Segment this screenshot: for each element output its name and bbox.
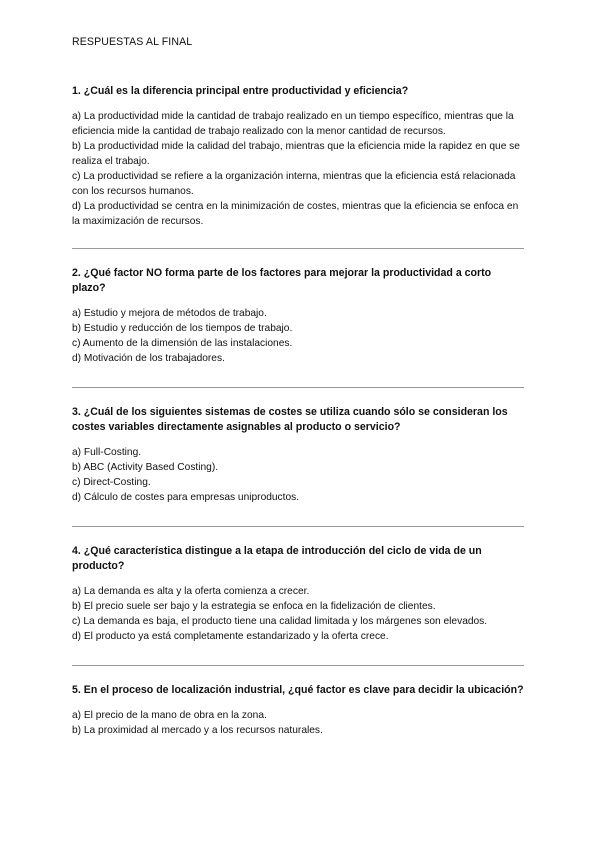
- option-d: d) Cálculo de costes para empresas uniproductos.: [72, 492, 300, 503]
- option-a: a) Estudio y mejora de métodos de trabajo.: [72, 308, 267, 319]
- separator-line: [72, 665, 524, 666]
- question-4: [72, 544, 527, 644]
- option-b: b) Estudio y reducción de los tiempos de trabajo.: [72, 323, 293, 334]
- option-a: a) La demanda es alta y la oferta comienza a crecer.: [72, 586, 310, 597]
- question-title: 1. ¿Cuál es la diferencia principal entre productividad y eficiencia?: [72, 85, 409, 97]
- question-title: 5. En el proceso de localización industrial, ¿qué factor es clave para decidir la ubicación?: [72, 684, 524, 696]
- question-3: [72, 405, 527, 505]
- option-d: d) Motivación de los trabajadores.: [72, 353, 225, 364]
- question-2: [72, 266, 527, 366]
- option-b: b) La proximidad al mercado y a los recursos naturales.: [72, 725, 323, 736]
- separator-line: [72, 387, 524, 388]
- option-d: d) La productividad se centra en la minimización de costes, mientras que la eficiencia se enfoca en la maximización de recursos.: [72, 201, 519, 227]
- question-5: [72, 683, 527, 738]
- question-title: 3. ¿Cuál de los siguientes sistemas de costes se utiliza cuando sólo se consideran los costes variables directamente asignables al producto o servicio?: [72, 406, 508, 433]
- option-c: c) Direct-Costing.: [72, 477, 151, 488]
- separator-line: [72, 526, 524, 527]
- question-1: [72, 84, 527, 229]
- question-title: 4. ¿Qué característica distingue a la etapa de introducción del ciclo de vida de un producto?: [72, 545, 482, 572]
- option-b: b) La productividad mide la calidad del trabajo, mientras que la eficiencia mide la rapidez en que se realiza el trabajo.: [72, 141, 520, 167]
- question-title: 2. ¿Qué factor NO forma parte de los factores para mejorar la productividad a corto plazo?: [72, 267, 492, 294]
- document-header: RESPUESTAS AL FINAL: [72, 36, 193, 48]
- option-a: a) El precio de la mano de obra en la zona.: [72, 710, 267, 721]
- option-a: a) Full-Costing.: [72, 447, 142, 458]
- separator-line: [72, 248, 524, 249]
- option-a: a) La productividad mide la cantidad de trabajo realizado en un tiempo específico, mientras que la eficiencia mide la cantidad de trabajo realizado con la menor cantidad de recursos.: [72, 111, 514, 137]
- option-b: b) ABC (Activity Based Costing).: [72, 462, 219, 473]
- option-c: c) Aumento de la dimensión de las instalaciones.: [72, 338, 293, 349]
- option-d: d) El producto ya está completamente estandarizado y la oferta crece.: [72, 631, 389, 642]
- option-c: c) La demanda es baja, el producto tiene una calidad limitada y los márgenes son elevados.: [72, 616, 488, 627]
- option-b: b) El precio suele ser bajo y la estrategia se enfoca en la fidelización de clientes.: [72, 601, 436, 612]
- option-c: c) La productividad se refiere a la organización interna, mientras que la eficiencia está relacionada con los recursos humanos.: [72, 171, 516, 197]
